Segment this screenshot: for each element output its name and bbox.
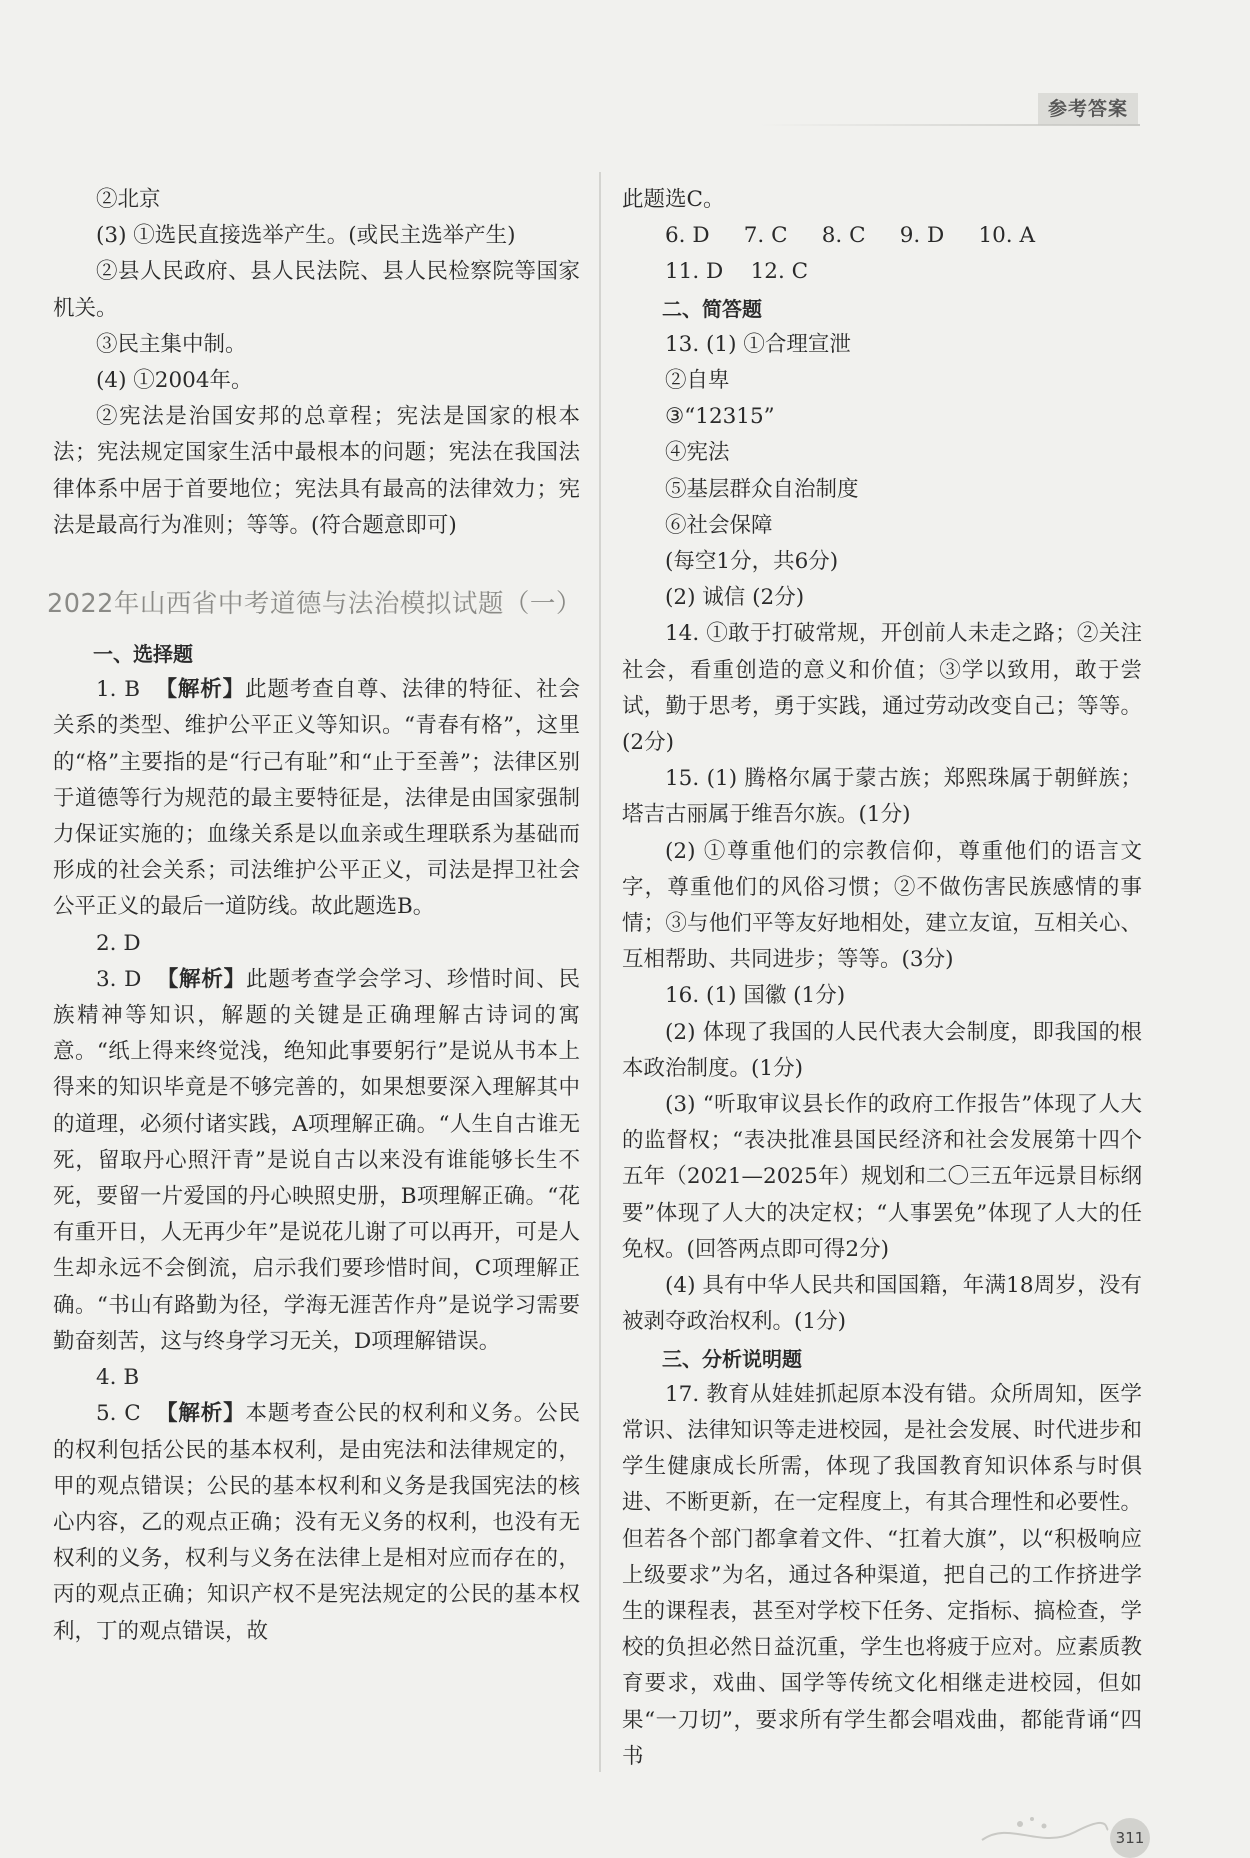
answer-line: ②宪法是治国安邦的总章程；宪法是国家的根本法；宪法规定国家生活中最根本的问题；宪法在我国法律体系中居于首要地位；宪法具有最高的法律效力；宪法是最高行为准则；等等。(符合题意即可) <box>53 404 580 538</box>
answer-paragraph: 14. ①敢于打破常规，开创前人未走之路；②关注社会，看重创造的意义和价值；③学以致用，敢于尝试，勤于思考，勇于实践，通过劳动改变自己；等等。(2分) <box>622 621 1142 756</box>
answer-paragraph <box>53 962 580 1360</box>
answer-paragraph: (4) 具有中华人民共和国国籍，年满18周岁，没有被剥夺政治权利。(1分) <box>622 1273 1142 1335</box>
answer-line: (2) 诚信 (2分) <box>665 585 805 611</box>
answer-line: ②县人民政府、县人民法院、县人民检察院等国家机关。 <box>53 259 580 321</box>
answer-line: (4) ①2004年。 <box>96 368 253 394</box>
section-heading: 一、选择题 <box>93 642 193 667</box>
answer-line: (3) ①选民直接选举产生。(或民主选举产生) <box>96 223 516 249</box>
left-column <box>47 182 582 1650</box>
section-heading: 二、简答题 <box>662 296 762 321</box>
header-rule <box>760 124 1140 126</box>
question-answer: 3. D <box>96 966 142 992</box>
header-tag: 参考答案 <box>1038 93 1138 125</box>
answer-line: ⑥社会保障 <box>665 512 773 538</box>
footer-swirl-icon <box>980 1810 1110 1850</box>
answer-line: 4. B <box>96 1365 140 1391</box>
answer-paragraph: (3) “听取审议县长作的政府工作报告”体现了人大的监督权；“表决批准县国民经济和社会发展第十四个五年（2021—2025年）规划和二〇三五年远景目标纲要”体现了人大的决定权；“人事罢免”体现了人大的任免权。(回答两点即可得2分) <box>622 1092 1142 1262</box>
answer-paragraph <box>53 1396 580 1649</box>
choice-answers-row: 11. D 12. C <box>665 259 809 285</box>
answer-line: ②自卑 <box>665 368 730 394</box>
question-answer: 1. B <box>96 677 141 703</box>
answer-line: 16. (1) 国徽 (1分) <box>665 983 846 1009</box>
analysis-text: 此题考查自尊、法律的特征、社会关系的类型、维护公平正义等知识。“青春有格”，这里的“格”主要指的是“行己有耻”和“止于至善”；法律区别于道德等行为规范的最主要特征是，法律是由国家强制力保证实施的；血缘关系是以血亲或生理联系为基础而形成的社会关系；司法维护公平正义，司法是捍卫社会公平正义的最后一道防线。故此题选B。 <box>53 677 580 920</box>
analysis-tag: 【解析】 <box>156 1401 246 1427</box>
exam-section-title: 2022年山西省中考道德与法治模拟试题（一） <box>47 589 582 620</box>
continued-text: 此题选C。 <box>622 187 725 212</box>
answer-paragraph: (2) ①尊重他们的宗教信仰，尊重他们的语言文字，尊重他们的风俗习惯；②不做伤害民族感情的事情；③与他们平等友好地相处，建立友谊，互相关心、互相帮助、共同进步；等等。(3分) <box>622 838 1142 973</box>
choice-answers-row: 6. D 7. C 8. C 9. D 10. A <box>665 223 1036 249</box>
answer-line: (每空1分，共6分) <box>665 549 839 575</box>
answer-paragraph: (2) 体现了我国的人民代表大会制度，即我国的根本政治制度。(1分) <box>622 1019 1142 1081</box>
analysis-tag: 【解析】 <box>156 966 246 992</box>
answer-paragraph: 15. (1) 腾格尔属于蒙古族；郑熙珠属于朝鲜族；塔吉古丽属于维吾尔族。(1分) <box>622 766 1142 828</box>
answer-line: ⑤基层群众自治制度 <box>665 476 859 502</box>
answer-line: 13. (1) ①合理宣泄 <box>665 331 851 357</box>
question-answer: 5. C <box>96 1401 141 1427</box>
answer-line: ②北京 <box>96 187 161 212</box>
answer-line: ③民主集中制。 <box>96 331 247 357</box>
answer-line: ④宪法 <box>665 440 730 466</box>
section-heading: 三、分析说明题 <box>662 1346 802 1371</box>
answer-line: ③“12315” <box>665 404 775 430</box>
answer-paragraph: 17. 教育从娃娃抓起原本没有错。众所周知，医学常识、法律知识等走进校园，是社会发展、时代进步和学生健康成长所需，体现了我国教育知识体系与时俱进、不断更新，在一定程度上，有其合理性和必要性。但若各个部门都拿着文件、“扛着大旗”，以“积极响应上级要求”为名，通过各种渠道，把自己的工作挤进学生的课程表，甚至对学校下任务、定指标、搞检查，学校的负担必然日益沉重，学生也将疲于应对。应素质教育要求，戏曲、国学等传统文化相继走进校园，但如果“一刀切”，要求所有学生都会唱戏曲，都能背诵“四书 <box>622 1381 1142 1769</box>
right-column <box>622 182 1142 1775</box>
page-number: 311 <box>1110 1818 1150 1858</box>
answer-paragraph <box>53 672 580 925</box>
answer-line: 2. D <box>96 930 141 956</box>
analysis-text: 本题考查公民的权利和义务。公民的权利包括公民的基本权利，是由宪法和法律规定的，甲的观点错误；公民的基本权利和义务是我国宪法的核心内容，乙的观点正确；没有无义务的权利，也没有无权利的义务，权利与义务在法律上是相对应而存在的，丙的观点正确；知识产权不是宪法规定的公民的基本权利，丁的观点错误，故 <box>53 1401 580 1644</box>
analysis-tag: 【解析】 <box>155 677 246 703</box>
analysis-text: 此题考查学会学习、珍惜时间、民族精神等知识，解题的关键是正确理解古诗词的寓意。“纸上得来终觉浅，绝知此事要躬行”是说从书本上得来的知识毕竟是不够完善的，如果想要深入理解其中的道理，必须付诸实践，A项理解正确。“人生自古谁无死，留取丹心照汗青”是说自古以来没有谁能够长生不死，要留一片爱国的丹心映照史册，B项理解正确。“花有重开日，人无再少年”是说花儿谢了可以再开，可是人生却永远不会倒流，启示我们要珍惜时间，C项理解正确。“书山有路勤为径，学海无涯苦作舟”是说学习需要勤奋刻苦，这与终身学习无关，D项理解错误。 <box>53 966 580 1354</box>
column-divider <box>599 172 601 1772</box>
